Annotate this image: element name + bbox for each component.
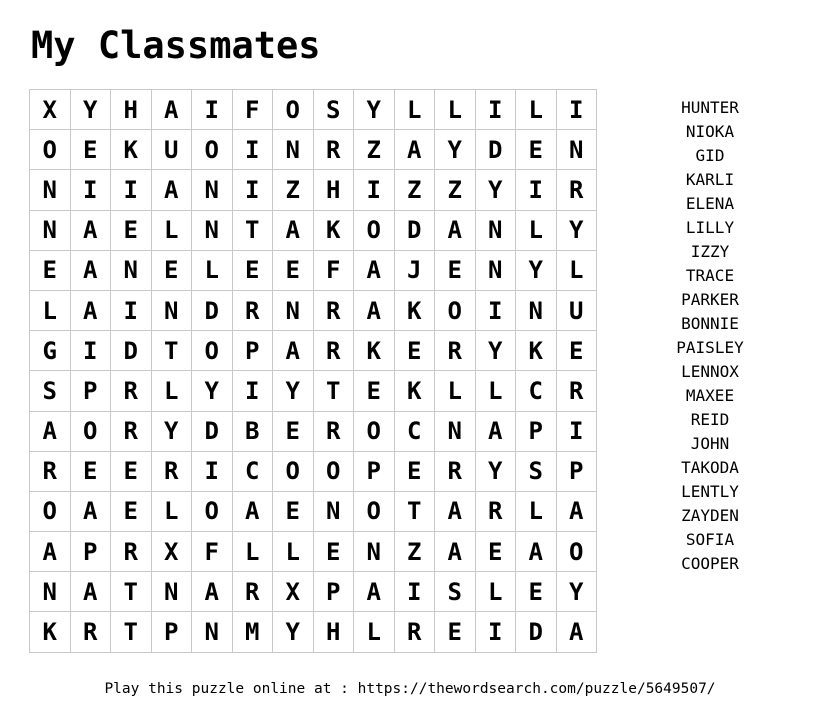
grid-cell[interactable]: Z: [394, 170, 435, 210]
footer-link-text: Play this puzzle online at : https://thewordsearch.com/puzzle/5649507/: [104, 681, 716, 697]
grid-cell[interactable]: T: [111, 572, 152, 612]
word-list-item: LENNOX: [681, 362, 739, 381]
word-list-item: TAKODA: [681, 458, 739, 477]
grid-cell[interactable]: A: [30, 411, 71, 451]
grid-cell[interactable]: L: [30, 290, 71, 330]
grid-cell[interactable]: E: [313, 532, 354, 572]
word-list-item: KARLI: [685, 170, 735, 189]
grid-row: [30, 90, 597, 130]
grid-cell[interactable]: A: [354, 572, 395, 612]
grid-cell[interactable]: Y: [70, 90, 111, 130]
grid-cell[interactable]: A: [151, 90, 192, 130]
grid-cell[interactable]: O: [30, 491, 71, 531]
grid-cell[interactable]: K: [394, 290, 435, 330]
grid-row: [30, 491, 597, 531]
grid-row: [30, 130, 597, 170]
grid-cell[interactable]: R: [435, 331, 476, 371]
grid-cell[interactable]: N: [516, 290, 557, 330]
word-list-item: COOPER: [681, 554, 739, 573]
grid-cell[interactable]: O: [273, 451, 314, 491]
grid-cell[interactable]: R: [313, 290, 354, 330]
grid-cell[interactable]: E: [273, 491, 314, 531]
grid-cell[interactable]: N: [475, 210, 516, 250]
grid-cell[interactable]: E: [30, 250, 71, 290]
grid-cell[interactable]: J: [394, 250, 435, 290]
grid-cell[interactable]: N: [313, 491, 354, 531]
grid-cell[interactable]: O: [354, 411, 395, 451]
word-search-grid: [29, 89, 597, 653]
grid-row: [30, 371, 597, 411]
word-list-item: LILLY: [685, 218, 735, 237]
grid-cell[interactable]: N: [192, 612, 233, 652]
grid-cell[interactable]: D: [475, 130, 516, 170]
grid-cell[interactable]: E: [111, 451, 152, 491]
grid-cell[interactable]: A: [151, 170, 192, 210]
grid-cell[interactable]: E: [394, 331, 435, 371]
grid-cell[interactable]: O: [354, 210, 395, 250]
grid-row: [30, 331, 597, 371]
grid-cell[interactable]: E: [273, 250, 314, 290]
grid-cell[interactable]: L: [475, 371, 516, 411]
word-list-item: TRACE: [685, 266, 735, 285]
grid-cell[interactable]: L: [435, 371, 476, 411]
grid-cell[interactable]: Z: [273, 170, 314, 210]
grid-cell[interactable]: D: [192, 290, 233, 330]
grid-cell[interactable]: E: [111, 491, 152, 531]
grid-cell[interactable]: O: [192, 491, 233, 531]
grid-cell[interactable]: E: [111, 210, 152, 250]
grid-cell[interactable]: C: [232, 451, 273, 491]
grid-cell[interactable]: P: [70, 371, 111, 411]
grid-cell[interactable]: A: [435, 532, 476, 572]
grid-cell[interactable]: Z: [435, 170, 476, 210]
grid-cell[interactable]: E: [394, 451, 435, 491]
word-list-item: PARKER: [681, 290, 739, 309]
grid-row: [30, 572, 597, 612]
grid-cell[interactable]: I: [475, 612, 516, 652]
word-list-item: BONNIE: [681, 314, 739, 333]
page-title: My Classmates: [31, 24, 321, 67]
grid-row: [30, 612, 597, 652]
grid-cell[interactable]: I: [475, 90, 516, 130]
grid-cell[interactable]: R: [232, 290, 273, 330]
grid-cell[interactable]: I: [192, 90, 233, 130]
grid-cell[interactable]: Z: [394, 532, 435, 572]
grid-row: [30, 451, 597, 491]
grid-cell[interactable]: N: [111, 250, 152, 290]
grid-cell[interactable]: G: [30, 331, 71, 371]
grid-cell[interactable]: N: [273, 130, 314, 170]
grid-cell[interactable]: I: [232, 130, 273, 170]
grid-cell[interactable]: N: [192, 170, 233, 210]
grid-cell[interactable]: A: [70, 250, 111, 290]
grid-cell[interactable]: I: [192, 451, 233, 491]
grid-cell[interactable]: R: [556, 371, 597, 411]
grid-cell[interactable]: D: [394, 210, 435, 250]
grid-cell[interactable]: E: [435, 250, 476, 290]
grid-cell[interactable]: N: [435, 411, 476, 451]
grid-cell[interactable]: N: [30, 572, 71, 612]
grid-cell[interactable]: X: [151, 532, 192, 572]
grid-cell[interactable]: O: [273, 90, 314, 130]
grid-cell[interactable]: Y: [435, 130, 476, 170]
grid-row: [30, 210, 597, 250]
grid-cell[interactable]: E: [516, 572, 557, 612]
grid-cell[interactable]: D: [516, 612, 557, 652]
grid-cell[interactable]: I: [232, 170, 273, 210]
grid-cell[interactable]: E: [475, 532, 516, 572]
grid-cell[interactable]: Y: [556, 210, 597, 250]
grid-cell[interactable]: P: [70, 532, 111, 572]
grid-cell[interactable]: R: [232, 572, 273, 612]
grid-cell[interactable]: T: [111, 612, 152, 652]
grid-cell[interactable]: P: [151, 612, 192, 652]
grid-cell[interactable]: S: [313, 90, 354, 130]
grid-cell[interactable]: A: [516, 532, 557, 572]
grid-cell[interactable]: A: [70, 572, 111, 612]
grid-cell[interactable]: O: [70, 411, 111, 451]
grid-cell[interactable]: R: [111, 411, 152, 451]
grid-cell[interactable]: L: [516, 210, 557, 250]
grid-cell[interactable]: H: [111, 90, 152, 130]
grid-cell[interactable]: T: [232, 210, 273, 250]
grid-cell[interactable]: E: [70, 451, 111, 491]
grid-cell[interactable]: A: [435, 491, 476, 531]
grid-cell[interactable]: Y: [192, 371, 233, 411]
grid-cell[interactable]: A: [30, 532, 71, 572]
grid-cell[interactable]: S: [516, 451, 557, 491]
grid-cell[interactable]: R: [556, 170, 597, 210]
grid-cell[interactable]: I: [70, 331, 111, 371]
grid-cell[interactable]: P: [556, 451, 597, 491]
grid-cell[interactable]: Y: [475, 451, 516, 491]
grid-cell[interactable]: Y: [556, 572, 597, 612]
grid-cell[interactable]: K: [354, 331, 395, 371]
grid-cell[interactable]: A: [354, 250, 395, 290]
grid-cell[interactable]: N: [273, 290, 314, 330]
word-list-item: ZAYDEN: [681, 506, 739, 525]
grid-cell[interactable]: A: [475, 411, 516, 451]
grid-row: [30, 250, 597, 290]
grid-cell[interactable]: K: [313, 210, 354, 250]
grid-row: [30, 411, 597, 451]
grid-cell[interactable]: R: [313, 331, 354, 371]
grid-cell[interactable]: N: [30, 210, 71, 250]
grid-cell[interactable]: L: [151, 371, 192, 411]
grid-row: [30, 170, 597, 210]
grid-cell[interactable]: K: [394, 371, 435, 411]
grid-cell[interactable]: I: [394, 572, 435, 612]
grid-cell[interactable]: Y: [273, 612, 314, 652]
grid-cell[interactable]: E: [354, 371, 395, 411]
grid-cell[interactable]: I: [232, 371, 273, 411]
grid-cell[interactable]: L: [516, 491, 557, 531]
grid-cell[interactable]: L: [354, 612, 395, 652]
grid-cell[interactable]: Y: [475, 331, 516, 371]
grid-cell[interactable]: F: [192, 532, 233, 572]
grid-cell[interactable]: X: [30, 90, 71, 130]
grid-cell[interactable]: N: [354, 532, 395, 572]
grid-cell[interactable]: A: [273, 331, 314, 371]
grid-cell[interactable]: N: [151, 572, 192, 612]
grid-cell[interactable]: E: [232, 250, 273, 290]
grid-cell[interactable]: M: [232, 612, 273, 652]
grid-cell[interactable]: A: [273, 210, 314, 250]
grid-cell[interactable]: I: [475, 290, 516, 330]
grid-cell[interactable]: T: [394, 491, 435, 531]
grid-cell[interactable]: I: [111, 290, 152, 330]
grid-cell[interactable]: H: [313, 612, 354, 652]
grid-cell[interactable]: L: [151, 210, 192, 250]
grid-cell[interactable]: H: [313, 170, 354, 210]
grid-cell[interactable]: O: [313, 451, 354, 491]
grid-cell[interactable]: L: [273, 532, 314, 572]
grid-cell[interactable]: C: [394, 411, 435, 451]
grid-cell[interactable]: R: [111, 532, 152, 572]
grid-cell[interactable]: O: [192, 331, 233, 371]
word-list-item: REID: [690, 410, 730, 429]
grid-cell[interactable]: I: [354, 170, 395, 210]
grid-cell[interactable]: E: [556, 331, 597, 371]
grid-cell[interactable]: Y: [475, 170, 516, 210]
grid-cell[interactable]: L: [192, 250, 233, 290]
grid-cell[interactable]: E: [435, 612, 476, 652]
word-list-item: NIOKA: [685, 122, 735, 141]
grid-cell[interactable]: P: [354, 451, 395, 491]
grid-cell[interactable]: P: [232, 331, 273, 371]
grid-cell[interactable]: Z: [354, 130, 395, 170]
grid-cell[interactable]: A: [556, 491, 597, 531]
word-list-item: GID: [695, 146, 725, 165]
grid-cell[interactable]: L: [435, 90, 476, 130]
grid-cell[interactable]: Y: [273, 371, 314, 411]
grid-cell[interactable]: A: [70, 210, 111, 250]
grid-cell[interactable]: Y: [516, 250, 557, 290]
grid-cell[interactable]: R: [435, 451, 476, 491]
word-list-item: ELENA: [685, 194, 735, 213]
grid-cell[interactable]: F: [313, 250, 354, 290]
grid-cell[interactable]: P: [313, 572, 354, 612]
grid-cell[interactable]: I: [556, 90, 597, 130]
grid-cell[interactable]: A: [394, 130, 435, 170]
grid-cell[interactable]: O: [556, 532, 597, 572]
grid-cell[interactable]: S: [435, 572, 476, 612]
grid-cell[interactable]: L: [475, 572, 516, 612]
grid-cell[interactable]: R: [151, 451, 192, 491]
grid-cell[interactable]: E: [273, 411, 314, 451]
word-list-item: LENTLY: [681, 482, 739, 501]
grid-cell[interactable]: T: [313, 371, 354, 411]
grid-cell[interactable]: F: [232, 90, 273, 130]
grid-cell[interactable]: E: [151, 250, 192, 290]
grid-cell[interactable]: A: [192, 572, 233, 612]
grid-cell[interactable]: K: [111, 130, 152, 170]
grid-cell[interactable]: T: [151, 331, 192, 371]
grid-cell[interactable]: N: [475, 250, 516, 290]
grid-cell[interactable]: L: [516, 90, 557, 130]
grid-row: [30, 290, 597, 330]
grid-cell[interactable]: I: [556, 411, 597, 451]
grid-cell[interactable]: U: [556, 290, 597, 330]
grid-cell[interactable]: U: [151, 130, 192, 170]
word-list-item: SOFIA: [685, 530, 735, 549]
grid-cell[interactable]: R: [313, 130, 354, 170]
grid-cell[interactable]: X: [273, 572, 314, 612]
grid-cell[interactable]: I: [70, 170, 111, 210]
word-list: [650, 96, 770, 576]
word-list-item: HUNTER: [681, 98, 739, 117]
grid-cell[interactable]: N: [192, 210, 233, 250]
grid-cell[interactable]: S: [30, 371, 71, 411]
grid-cell[interactable]: R: [70, 612, 111, 652]
grid-cell[interactable]: A: [435, 210, 476, 250]
grid-cell[interactable]: R: [111, 371, 152, 411]
grid-cell[interactable]: R: [313, 411, 354, 451]
grid-cell[interactable]: L: [232, 532, 273, 572]
grid-cell[interactable]: A: [232, 491, 273, 531]
word-list-item: IZZY: [690, 242, 730, 261]
grid-row: [30, 532, 597, 572]
grid-cell[interactable]: L: [151, 491, 192, 531]
grid-cell[interactable]: O: [354, 491, 395, 531]
grid-cell[interactable]: R: [475, 491, 516, 531]
grid-cell[interactable]: N: [30, 170, 71, 210]
grid-cell[interactable]: C: [516, 371, 557, 411]
grid-cell[interactable]: Y: [151, 411, 192, 451]
grid-cell[interactable]: R: [30, 451, 71, 491]
grid-cell[interactable]: I: [516, 170, 557, 210]
grid-cell[interactable]: A: [354, 290, 395, 330]
grid-cell[interactable]: L: [556, 250, 597, 290]
grid-cell[interactable]: O: [435, 290, 476, 330]
grid-cell[interactable]: I: [111, 170, 152, 210]
grid-cell[interactable]: D: [192, 411, 233, 451]
grid-cell[interactable]: B: [232, 411, 273, 451]
grid-cell[interactable]: A: [70, 290, 111, 330]
grid-cell[interactable]: P: [516, 411, 557, 451]
grid-cell[interactable]: A: [556, 612, 597, 652]
grid-cell[interactable]: D: [111, 331, 152, 371]
word-list-item: JOHN: [690, 434, 730, 453]
grid-cell[interactable]: N: [151, 290, 192, 330]
grid-cell[interactable]: E: [516, 130, 557, 170]
grid-cell[interactable]: A: [70, 491, 111, 531]
grid-cell[interactable]: K: [30, 612, 71, 652]
grid-cell[interactable]: K: [516, 331, 557, 371]
grid-cell[interactable]: R: [394, 612, 435, 652]
word-list-item: MAXEE: [685, 386, 735, 405]
grid-cell[interactable]: O: [192, 130, 233, 170]
grid-cell[interactable]: Y: [354, 90, 395, 130]
grid-cell[interactable]: O: [30, 130, 71, 170]
grid-cell[interactable]: L: [394, 90, 435, 130]
grid-cell[interactable]: N: [556, 130, 597, 170]
grid-cell[interactable]: E: [70, 130, 111, 170]
word-list-item: PAISLEY: [676, 338, 744, 357]
